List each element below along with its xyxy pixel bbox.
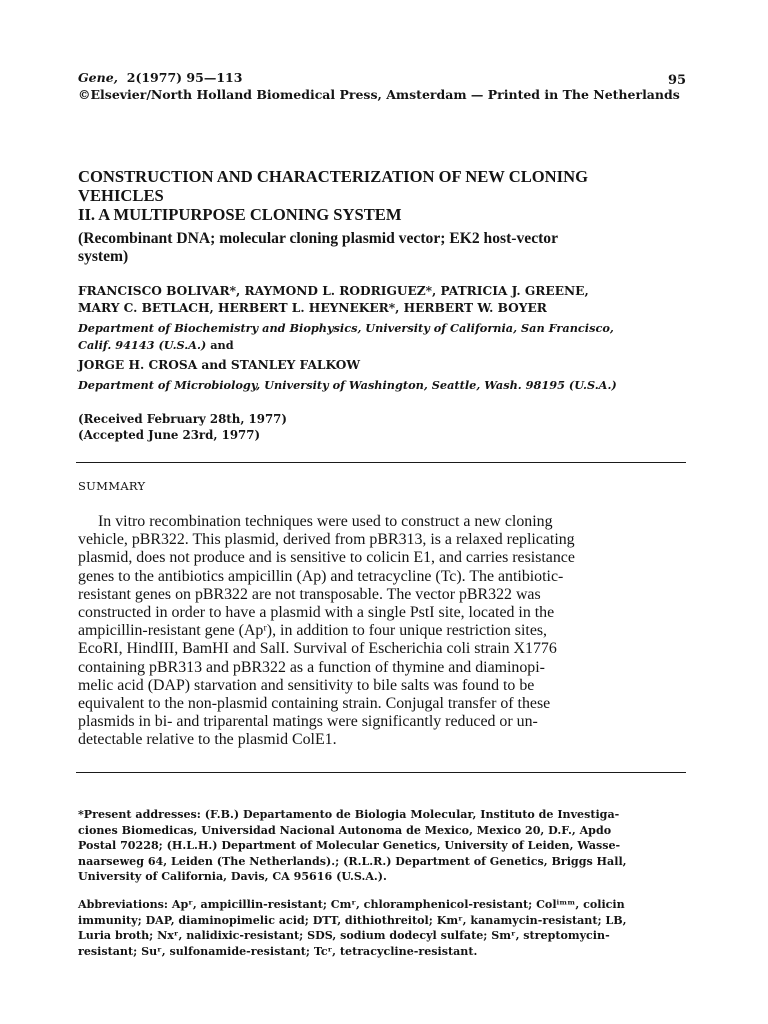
footnote-line: immunity; DAP, diaminopimelic acid; DTT, dithiothreitol; Kmʳ, kanamycin-resistant; LB,: [78, 913, 627, 927]
journal-citation: [78, 70, 242, 85]
summary-line: containing pBR313 and pBR322 as a function of thymine and diaminopi-: [78, 658, 545, 676]
title-line: CONSTRUCTION AND CHARACTERIZATION OF NEW CLONING: [78, 167, 589, 186]
summary-line: constructed in order to have a plasmid with a single PstI site, located in the: [78, 604, 555, 622]
title-line: II. A MULTIPURPOSE CLONING SYSTEM: [78, 205, 402, 224]
abbreviations-footnote: [78, 897, 626, 959]
affiliation-line: [78, 337, 614, 354]
summary-line: plasmid, does not produce and is sensitive to colicin E1, and carries resistance: [78, 549, 575, 567]
authors-group-1: [78, 283, 589, 317]
author-line: MARY C. BETLACH, HERBERT L. HEYNEKER*, HERBERT W. BOYER: [78, 301, 547, 315]
received-date: (Received February 28th, 1977): [78, 412, 287, 426]
footnote-line: University of California, Davis, CA 95616 (U.S.A.).: [78, 870, 387, 884]
summary-heading: SUMMARY: [78, 479, 146, 493]
footnote-divider: [76, 772, 686, 773]
article-dates: [78, 411, 287, 443]
article-title: [78, 167, 678, 224]
journal-name: Gene,: [78, 70, 119, 85]
footnote-line: *Present addresses: (F.B.) Departamento de Biologia Molecular, Instituto de Investiga-: [78, 808, 620, 821]
affiliation-2: Department of Microbiology, University of Washington, Seattle, Wash. 98195 (U.S.A.): [78, 378, 617, 392]
affiliation-address: Calif. 94143 (U.S.A.): [78, 338, 207, 352]
author-line: FRANCISCO BOLIVAR*, RAYMOND L. RODRIGUEZ*, PATRICIA J. GREENE,: [78, 284, 589, 298]
keywords-subtitle: [78, 230, 678, 266]
subtitle-line: (Recombinant DNA; molecular cloning plasmid vector; EK2 host-vector: [78, 230, 559, 247]
summary-line: ampicillin-resistant gene (Apʳ), in addition to four unique restriction sites,: [78, 622, 548, 640]
header-divider: [76, 462, 686, 463]
volume-pages: 2(1977) 95—113: [126, 70, 243, 85]
summary-line: vehicle, pBR322. This plasmid, derived from pBR313, is a relaxed replicating: [78, 531, 575, 549]
summary-line: resistant genes on pBR322 are not transposable. The vector pBR322 was: [78, 585, 541, 603]
summary-line: EcoRI, HindIII, BamHI and SalI. Survival of Escherichia coli strain X1776: [78, 640, 557, 658]
summary-line: detectable relative to the plasmid ColE1.: [78, 731, 337, 749]
summary-line: genes to the antibiotics ampicillin (Ap) and tetracycline (Tc). The antibiotic-: [78, 567, 564, 585]
subtitle-line: system): [78, 248, 129, 265]
summary-body: [78, 513, 575, 750]
page-number: 95: [668, 73, 687, 88]
summary-line: equivalent to the non-plasmid containing strain. Conjugal transfer of these: [78, 695, 551, 713]
affiliation-line: Department of Biochemistry and Biophysics, University of California, San Francisco,: [78, 321, 614, 335]
accepted-date: (Accepted June 23rd, 1977): [78, 428, 261, 442]
summary-line: plasmids in bi- and triparental matings were significantly reduced or un-: [78, 713, 538, 731]
present-addresses-footnote: [78, 807, 627, 885]
footnote-line: ciones Biomedicas, Universidad Nacional Autonoma de Mexico, Mexico 20, D.F., Apdo: [78, 823, 612, 837]
summary-line: melic acid (DAP) starvation and sensitivity to bile salts was found to be: [78, 676, 535, 694]
affiliation-and: and: [210, 338, 234, 352]
summary-line: In vitro recombination techniques were used to construct a new cloning: [98, 513, 553, 530]
footnote-line: resistant; Suʳ, sulfonamide-resistant; Tcʳ, tetracycline-resistant.: [78, 944, 478, 958]
authors-group-2: JORGE H. CROSA and STANLEY FALKOW: [78, 358, 361, 372]
title-line: VEHICLES: [78, 186, 164, 205]
footnote-line: Abbreviations: Apʳ, ampicillin-resistant; Cmʳ, chloramphenicol-resistant; Colⁱᵐᵐ, colicin: [78, 898, 625, 911]
affiliation-1: [78, 320, 614, 354]
footnote-line: Luria broth; Nxʳ, nalidixic-resistant; SDS, sodium dodecyl sulfate; Smʳ, streptomycin-: [78, 929, 610, 943]
publisher-line: ©Elsevier/North Holland Biomedical Press, Amsterdam — Printed in The Netherlands: [78, 87, 680, 102]
footnote-line: Postal 70228; (H.L.H.) Department of Molecular Genetics, University of Leiden, Wasse-: [78, 839, 621, 853]
footnote-line: naarseweg 64, Leiden (The Netherlands).; (R.L.R.) Department of Genetics, Briggs Hall,: [78, 854, 627, 868]
